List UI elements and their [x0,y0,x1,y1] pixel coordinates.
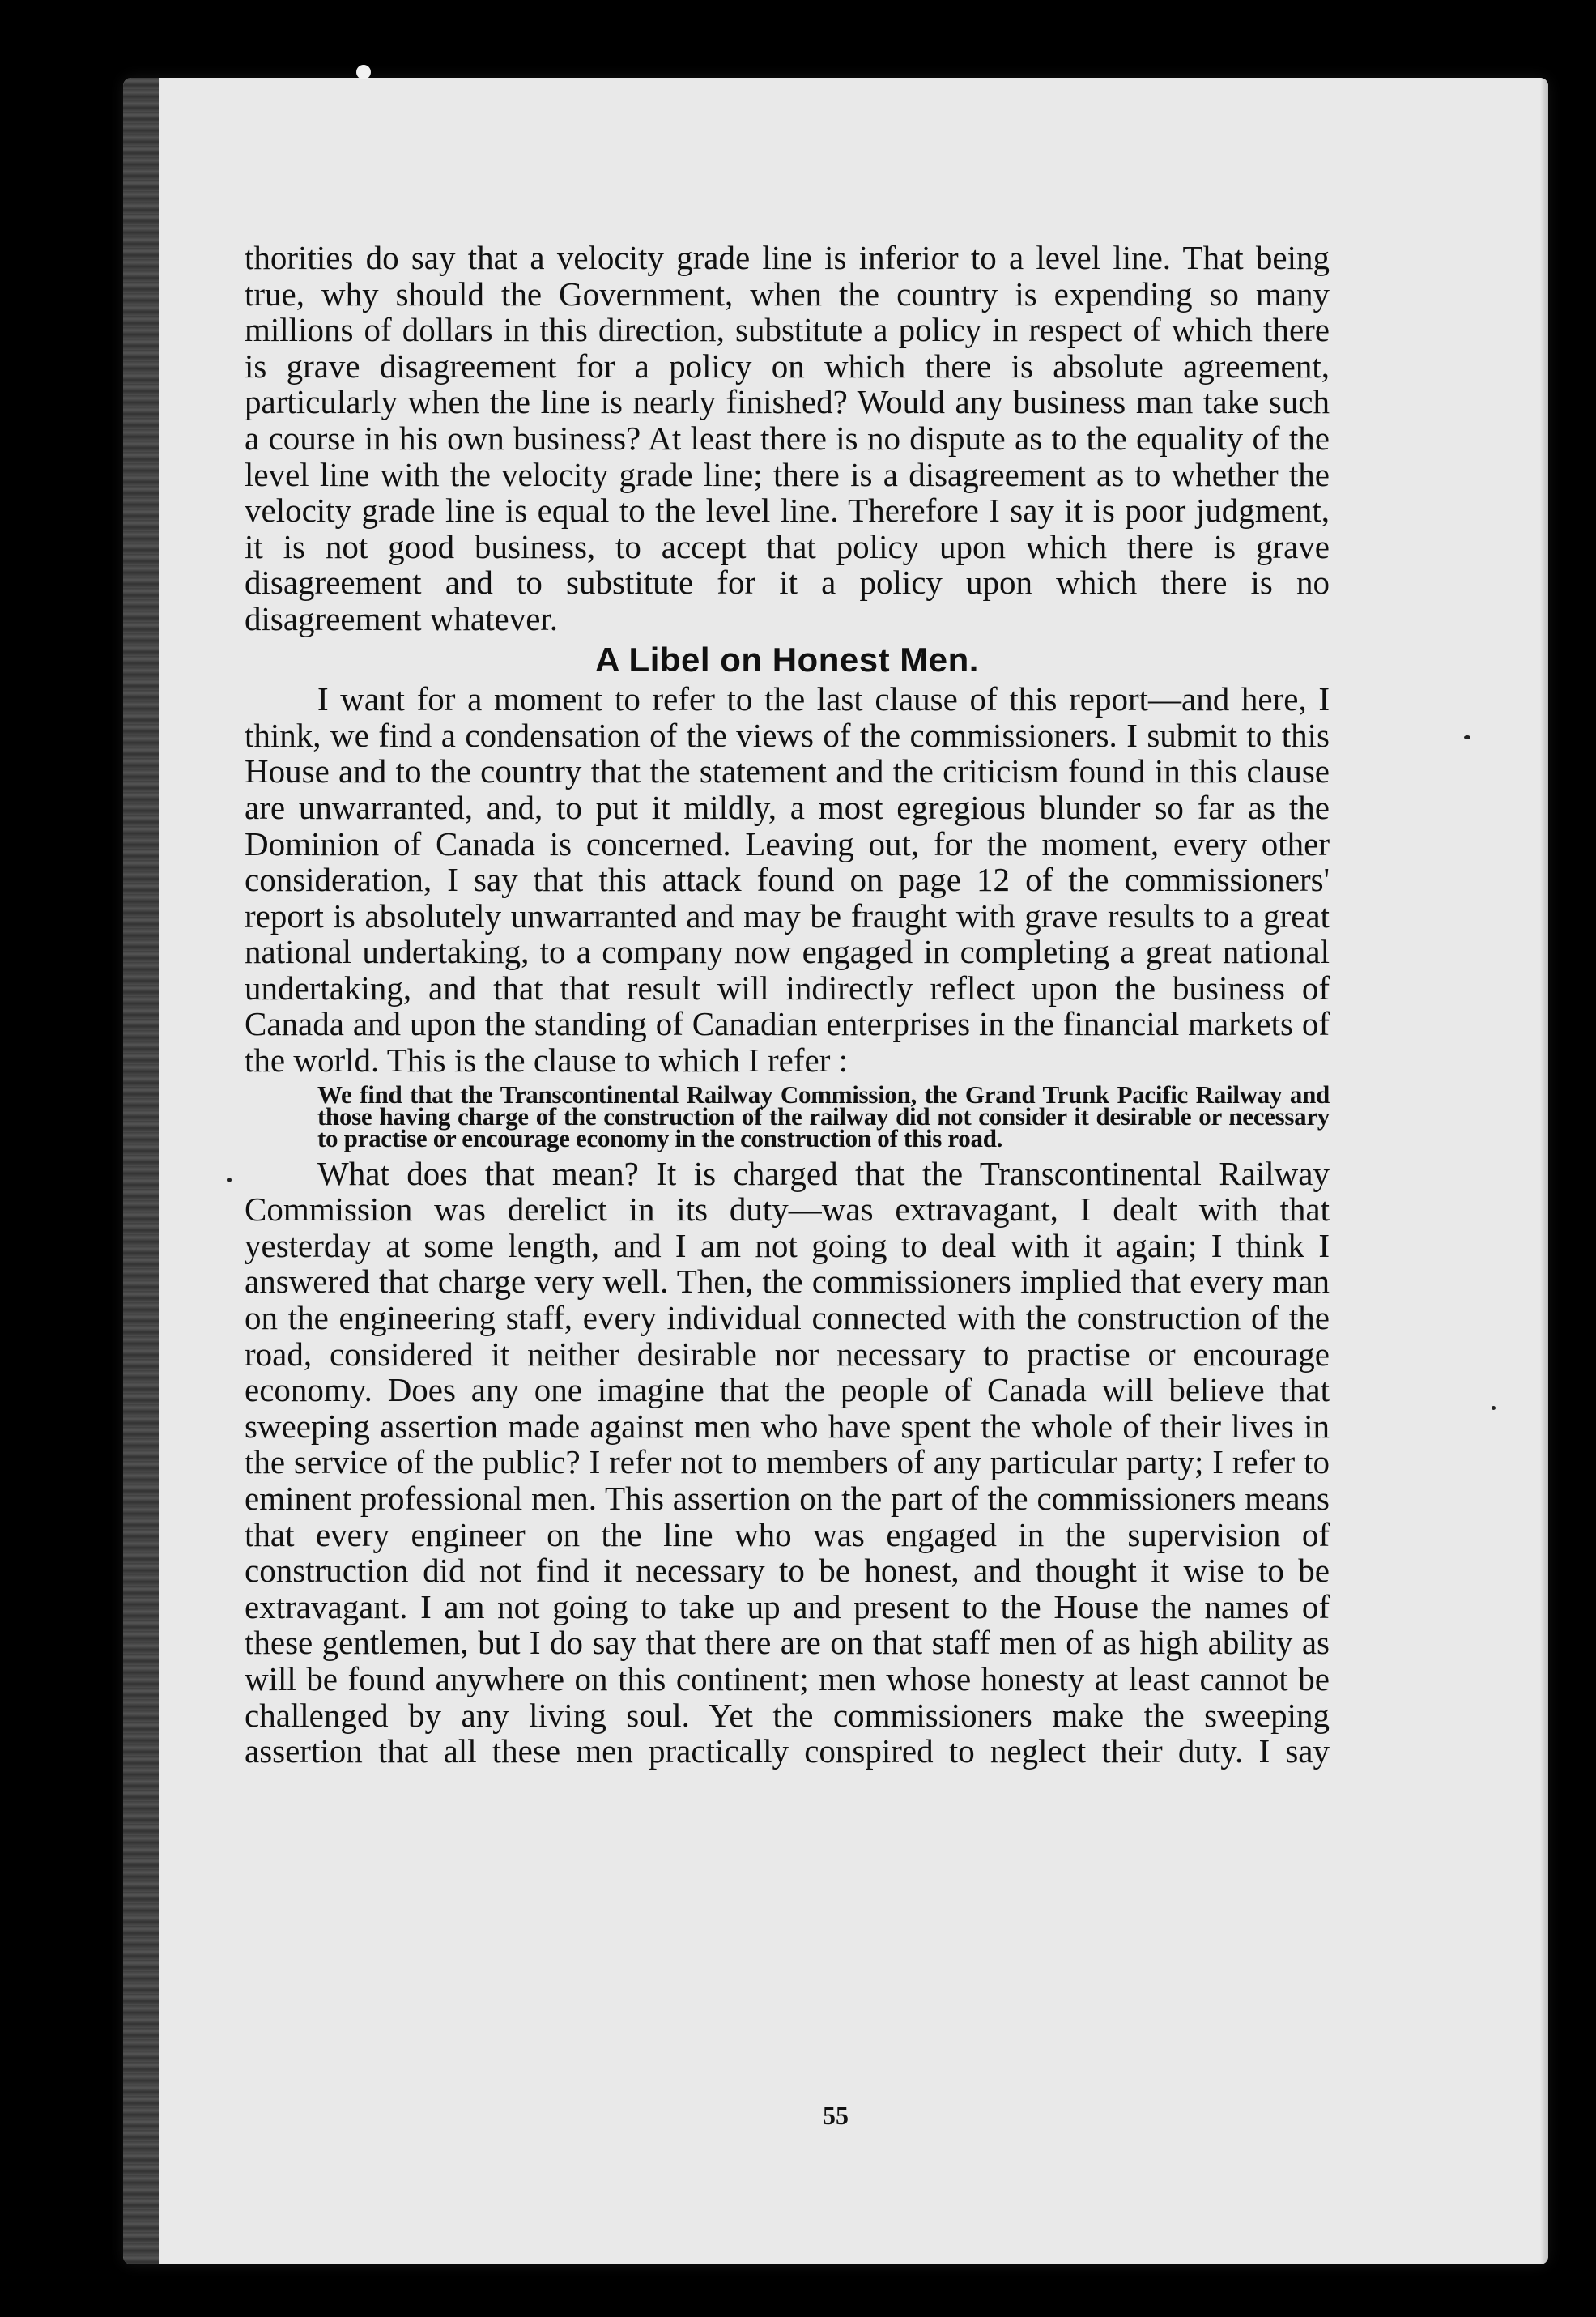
opening-paragraph: thorities do say that a velocity grade line is inferior to a level line. That being true, why should the Government, when the country is expending so many millions of dollars in this direction, substitute a policy in respect of which there is grave disagreement for a policy on which there is absolute agreement, particularly when the line is nearly finished? Would any business man take such a course in his own business? At least there is no dispute as to the equality of the level line with the velocity grade line; there is a disagreement as to whether the velocity grade line is equal to the level line. Therefore I say it is poor judgment, it is not good business, to accept that policy upon which there is grave disagreement and to substitute for it a policy upon which there is no disagreement whatever. [245,239,1330,637]
scan-speck [356,65,371,79]
scan-speck [1492,1406,1496,1410]
scan-speck [227,1178,232,1182]
page-number: 55 [823,2101,849,2130]
scanned-page [123,78,1548,2264]
section-heading: A Libel on Honest Men. [595,640,979,679]
body-text [245,240,1330,1770]
paragraph: I want for a moment to refer to the last clause of this report—and here, I think, we find a condensation of the views of the commissioners. I submit to this House and to the country that the statement and the criticism found in this clause are unwarranted, and, to put it mildly, a most egregious blunder so far as the Dominion of Canada is concerned. Leaving out, for the moment, every other consideration, I say that this attack found on page 12 of the commissioners' report is absolutely unwarranted and may be fraught with grave results to a great national undertaking, to a company now engaged in completing a great national undertaking, and that that result will indirectly reflect upon the business of Canada and upon the standing of Canadian enterprises in the financial markets of the world. This is the clause to which I refer : [245,680,1330,1080]
scan-speck [1464,735,1470,739]
block-quote: We find that the Transcontinental Railway Commission, the Grand Trunk Pacific Railway and those having charge of the construction of the railway did not consider it desirable or necessary to practise or encourage economy in the construction of this road. [317,1080,1330,1152]
book-spine-shadow [123,78,159,2264]
paragraph: What does that mean? It is charged that the Transcontinental Railway Commission was derelict in its duty—was extravagant, I dealt with that yesterday at some length, and I am not going to deal with it again; I think I answered that charge very well. Then, the commissioners implied that every man on the engineering staff, every individual connected with the construction of the road, considered it neither desirable nor necessary to practise or encourage economy. Does any one imagine that the people of Canada will believe that sweeping assertion made against men who have spent the whole of their lives in the service of the public? I refer not to members of any particular party; I refer to eminent professional men. This assertion on the part of the commissioners means that every engineer on the line who was engaged in the supervision of construction did not find it necessary to be honest, and thought it wise to be extravagant. I am not going to take up and present to the House the names of these gentlemen, but I do say that there are on that staff men of as high ability as will be found anywhere on this continent; men whose honesty at least cannot be challenged by any living soul. Yet the commissioners make the sweeping assertion that all these men practically conspired to neglect their duty. I say [245,1154,1330,1770]
page-edge-shadow [1540,78,1548,2264]
